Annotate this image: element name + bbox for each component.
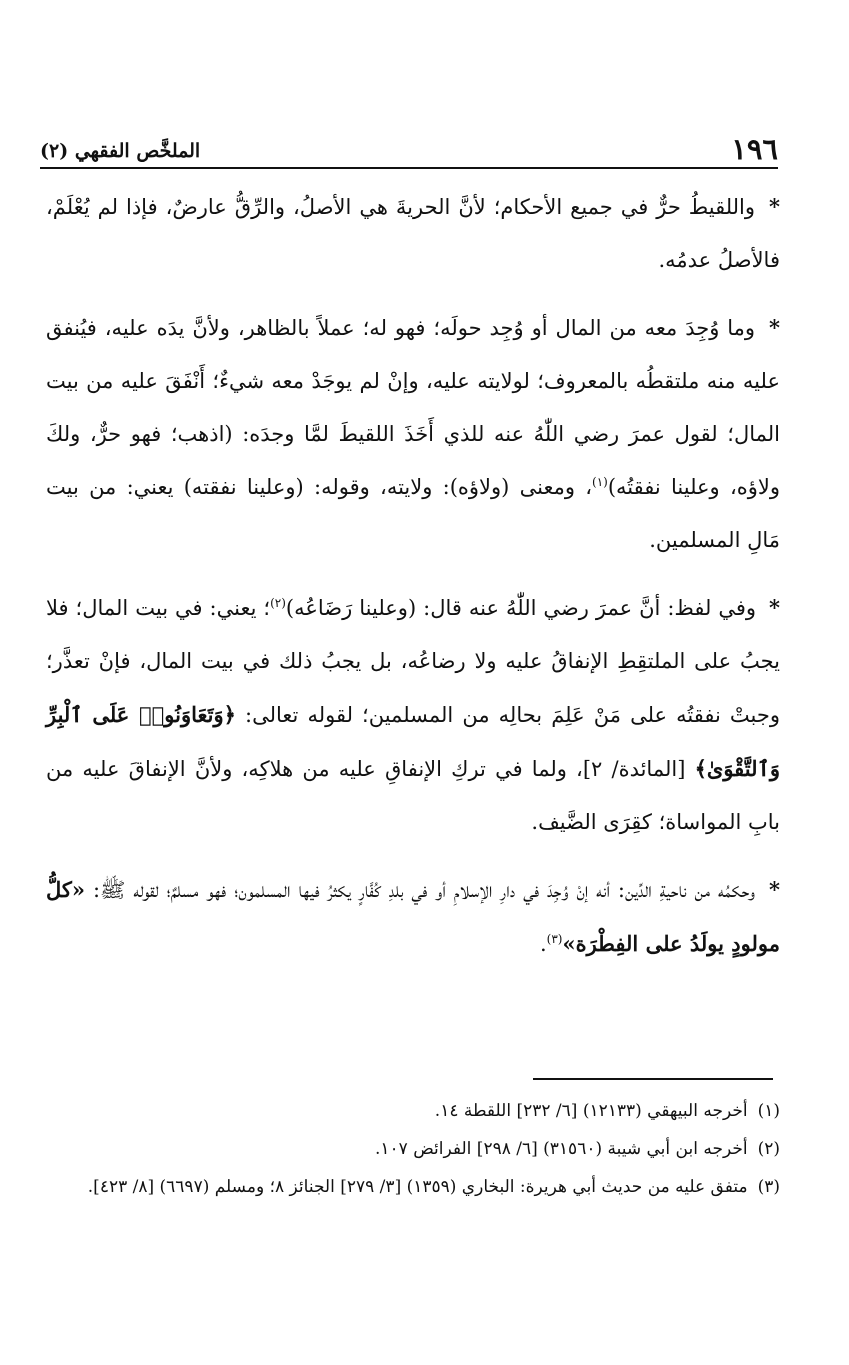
paragraph-text: وفي لفظ: أنَّ عمرَ رضي اللّٰهُ عنه قال: (وعلينا رَضَاعُه)	[285, 596, 757, 620]
footnote-ref-2[interactable]: (٢)	[270, 596, 286, 610]
footnote-divider	[533, 1078, 773, 1080]
bullet-star-icon: *	[769, 595, 780, 620]
paragraph-religion	[46, 863, 780, 971]
footnote-text: أخرجه البيهقي (١٢١٣٣) [٦/ ٢٣٢] اللقطة ١٤.	[434, 1101, 748, 1121]
quran-verse: ﴿وَتَعَاوَنُوا۟ عَلَى ٱلْبِرِّ وَٱلتَّقْوَىٰ﴾	[46, 702, 780, 781]
footnote-item	[46, 1130, 780, 1168]
paragraph-text: وحكمُه من ناحيةِ الدِّين: أنه إنْ وُجِدَ في دارِ الإسلامِ أو في بلدِ كُفَّارٍ يكثرُ فيها المسلمون؛ فهو مسلمٌ؛ لقوله ﷺ:	[85, 878, 756, 902]
paragraph-foundling-freedom	[46, 180, 780, 287]
footnote-number: (٣)	[757, 1177, 780, 1197]
footnote-number: (١)	[757, 1101, 780, 1121]
hadith-quote: «كلُّ مولودٍ يولَدُ على الفِطْرَة»	[46, 877, 780, 956]
footnote-item	[46, 1092, 780, 1130]
footnote-number: (٢)	[757, 1139, 780, 1159]
bullet-star-icon: *	[769, 877, 780, 902]
footnote-ref-1[interactable]: (١)	[592, 475, 608, 489]
header-divider	[40, 167, 778, 169]
paragraph-text-end: [المائدة/ ٢]، ولما في تركِ الإنفاقِ عليه من هلاكِه، ولأنَّ الإنفاقَ عليه من بابِ المواساة؛ كقِرَى الضَّيف.	[46, 757, 780, 834]
footnote-item	[46, 1168, 780, 1206]
paragraph-text: وما وُجِدَ معه من المال أو وُجِد حولَه؛ فهو له؛ عملاً بالظاهر، ولأنَّ يدَه عليه، فيُنفق عليه منه ملتقطُه بالمعروف؛ لولايته عليه، وإنْ لم يوجَدْ معه شيءٌ؛ أَنْفَقَ عليه من بيت المال؛ لقول عمرَ رضي اللّٰهُ عنه للذي أَخَذَ اللقيطَ لمَّا وجدَه: (اذهب؛ فهو حرٌّ، ولكَ ولاؤه، وعلينا نفقتُه)	[46, 316, 781, 499]
page-header	[40, 126, 778, 166]
footnote-ref-3[interactable]: (٣)	[546, 932, 563, 946]
footnotes	[46, 1092, 780, 1206]
paragraph-text-end: .	[539, 932, 547, 956]
paragraph-foundling-property	[46, 301, 780, 567]
paragraph-text-continued: ؛ يعني: في بيت المال؛ فلا يجبُ على الملتقِطِ الإنفاقُ عليه ولا رضاعُه، بل يجبُ ذلك في بيت المال، فإنْ تعذَّر؛ وجبتْ نفقتُه على مَنْ عَلِمَ بحالِه من المسلمين؛ لقوله تعالى:	[46, 596, 781, 727]
footnote-text: متفق عليه من حديث أبي هريرة: البخاري (١٣٥٩) [٣/ ٢٧٩] الجنائز ٨؛ ومسلم (٦٦٩٧) [٨/ ٤٢٣].	[87, 1177, 748, 1197]
bullet-star-icon: *	[769, 315, 780, 340]
footnote-text: أخرجه ابن أبي شيبة (٣١٥٦٠) [٦/ ٢٩٨] الفرائض ١٠٧.	[375, 1139, 748, 1159]
paragraph-text-continued: ، ومعنى (ولاؤه): ولايته، وقوله: (وعلينا نفقته) يعني: من بيت مَالِ المسلمين.	[46, 475, 780, 552]
paragraph-nursing	[46, 581, 780, 849]
page-number: ١٩٦	[731, 132, 778, 166]
bullet-star-icon: *	[769, 194, 780, 219]
paragraph-text: واللقيطُ حرٌّ في جميع الأحكام؛ لأنَّ الحريةَ هي الأصلُ، والرِّقُّ عارضٌ، فإذا لم يُعْلَمْ، فالأصلُ عدمُه.	[46, 195, 780, 272]
main-text	[46, 180, 780, 985]
running-title: الملخَّص الفقهي (٢)	[40, 140, 201, 162]
